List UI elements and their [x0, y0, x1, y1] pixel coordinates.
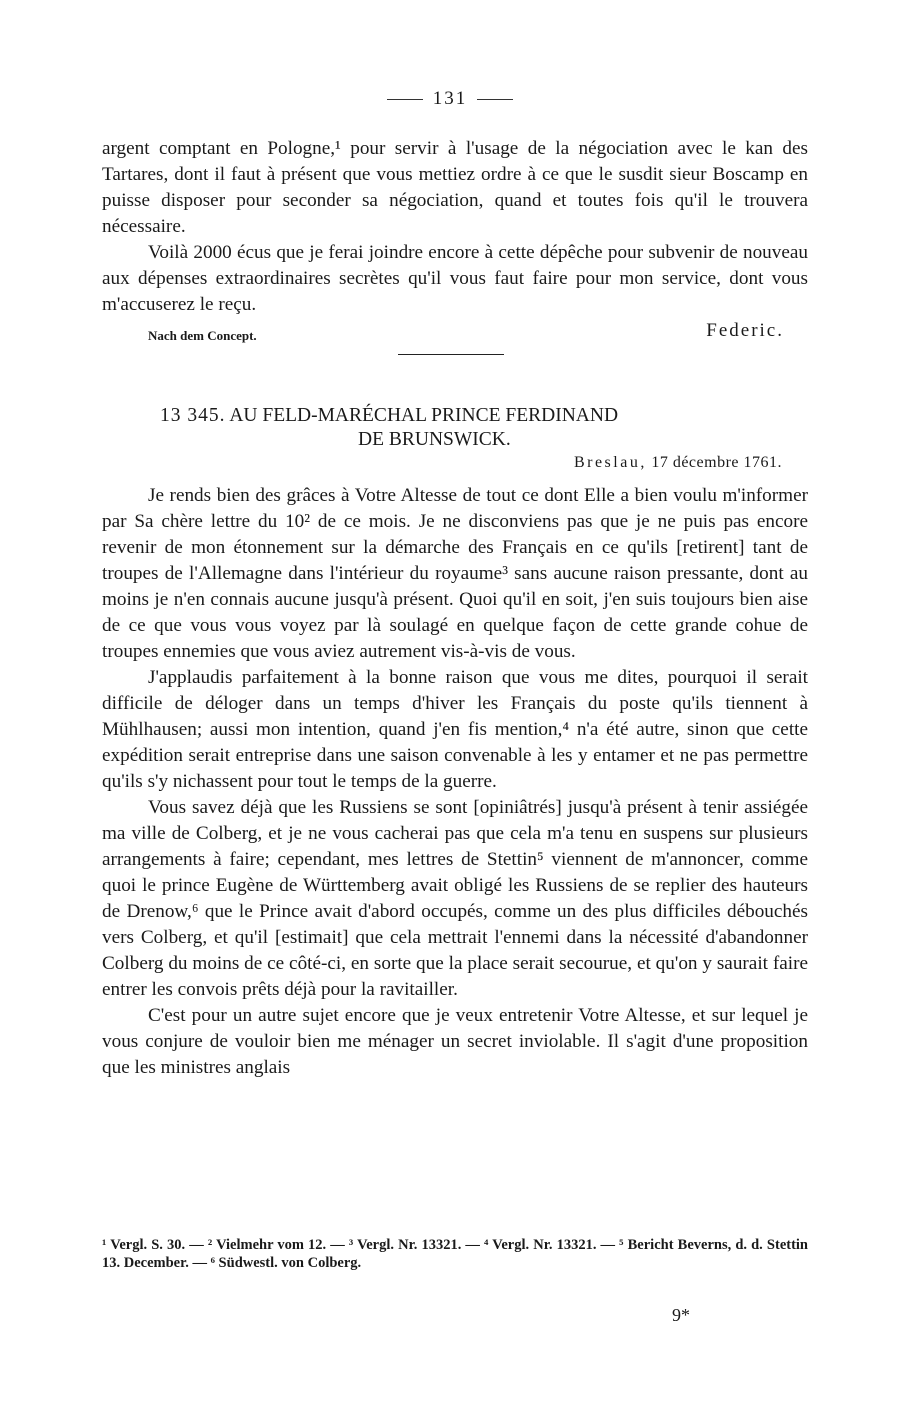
paragraph: J'applaudis parfaitement à la bonne raison que vous me dites, pourquoi il serait difficile de déloger dans un temps d'hiver les Français du poste qu'ils tiennent à Mühlhausen; aussi mon intention, quand j'en fis mention,⁴ n'a été autre, sinon que cette expédition serait entreprise dans une saison convenable à les y entamer et ne pas permettre qu'ils s'y nichassent pour tout le temps de la guerre.: [102, 667, 808, 792]
closing-row: [148, 320, 784, 346]
dateline: [574, 454, 782, 472]
paragraph: Voilà 2000 écus que je ferai joindre encore à cette dépêche pour subvenir de nouveau aux dépenses extraordinaires secrètes qu'il vous faut faire pour mon service, dont vous m'accuserez le reçu.: [102, 242, 808, 315]
letter-number: 13 345.: [160, 405, 226, 426]
header-dash-right: [477, 99, 513, 100]
source-note: Nach dem Concept.: [148, 328, 257, 343]
signature-mark: 9*: [672, 1305, 690, 1325]
header-dash-left: [387, 99, 423, 100]
paragraph: Je rends bien des grâces à Votre Altesse de tout ce dont Elle a bien voulu m'informer par Sa chère lettre du 10² de ce mois. Je ne disconviens pas que je ne puis pas encore revenir de mon étonnement sur la démarche des Français en ce qu'ils [retirent] tant de troupes de l'Allemagne dans l'intérieur du royaume³ sans aucune raison pressante, dont au moins je n'en connais aucune jusqu'à présent. Quoi qu'il en soit, j'en suis toujours bien aise de ce que vous vous voyez par là soulagé en quelque façon de cette grande cohue de troupes ennemies que vous aviez autrement vis-à-vis de vous.: [102, 485, 808, 662]
paragraph: argent comptant en Pologne,¹ pour servir à l'usage de la négociation avec le kan des Tartares, dont il faut à présent que vous mettiez ordre à ce que le susdit sieur Boscamp en puisse disposer pour seconder sa négociation, quand et toutes fois qu'il le trouvera nécessaire.: [102, 138, 808, 237]
letter-body: [102, 483, 808, 1081]
paragraph: Vous savez déjà que les Russiens se sont [opiniâtrés] jusqu'à présent à tenir assiégée ma ville de Colberg, et je ne vous cacherai pas que cela m'a tenu en suspens sur plusieurs arrangements à faire; cependant, mes lettres de Stettin⁵ viennent de m'annoncer, comme quoi le prince Eugène de Württemberg avait obligé les Russiens de se replier des hauteurs de Drenow,⁶ que le Prince avait d'abord occupés, comme un des plus difficiles débouchés vers Colberg, et qu'il [estimait] que cela mettrait l'ennemi dans la nécessité d'abandonner Colberg du moins de ce côté-ci, en sorte que la place serait secourue, et qu'on y saurait faire entrer les convois prêts déjà pour la ravitailler.: [102, 797, 808, 1000]
section-divider: [398, 354, 504, 355]
signature: Federic.: [706, 320, 784, 341]
top-text-block: [102, 136, 808, 318]
paragraph: C'est pour un autre sujet encore que je veux entretenir Votre Altesse, et sur lequel je vous conjure de vouloir bien me ménager un secret inviolable. Il s'agit d'une proposition que les ministres anglais: [102, 1005, 808, 1078]
dateline-date: 17 décembre 1761.: [651, 454, 782, 471]
letter-title-line2: DE BRUNSWICK.: [358, 429, 511, 450]
dateline-place: Breslau,: [573, 454, 647, 471]
footnotes: ¹ Vergl. S. 30. — ² Vielmehr vom 12. — ³ Vergl. Nr. 13321. — ⁴ Vergl. Nr. 13321. — ⁵ Bericht Beverns, d. d. Stettin 13. December. — ⁶ Südwestl. von Colberg.: [102, 1237, 808, 1271]
page-header: [0, 88, 900, 110]
letter-title-line1: AU FELD-MARÉCHAL PRINCE FERDINAND: [229, 405, 619, 426]
letter-heading: [160, 404, 800, 452]
page-number: 131: [432, 88, 468, 109]
